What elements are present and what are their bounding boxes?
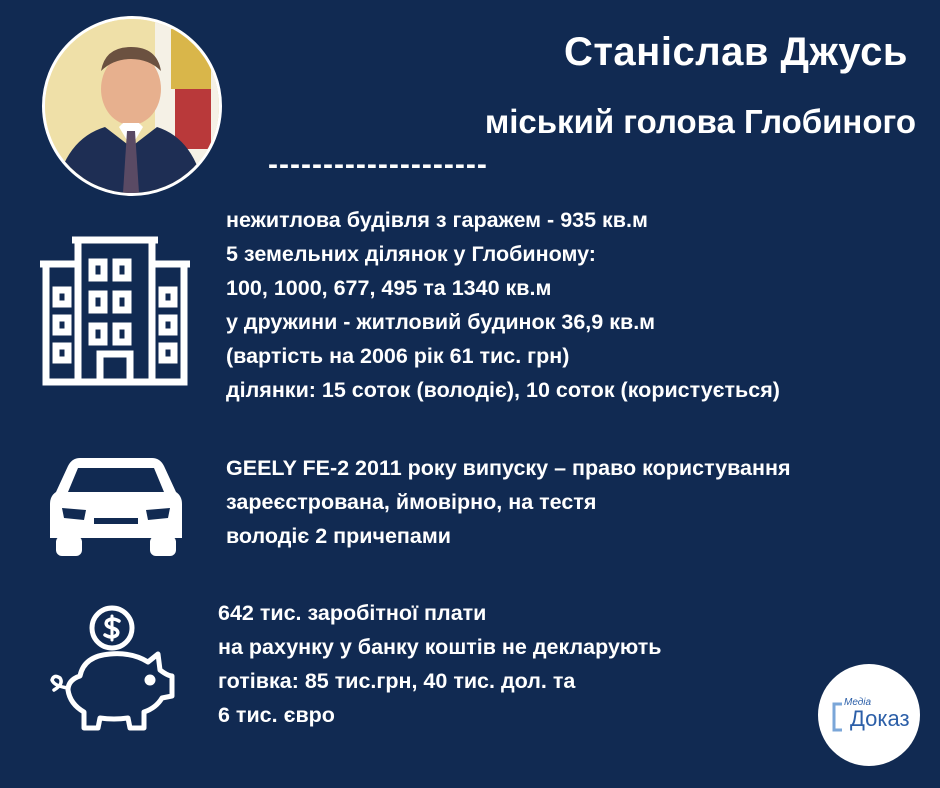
money-line: 6 тис. євро: [218, 703, 335, 727]
car-icon: [50, 452, 182, 556]
person-name: Станіслав Джусь: [563, 30, 908, 74]
portrait-illustration: [45, 19, 219, 193]
money-line: на рахунку у банку коштів не декларують: [218, 635, 662, 659]
logo-main-text: Доказ: [850, 706, 910, 731]
property-line: ділянки: 15 соток (володіє), 10 соток (користується): [226, 378, 780, 402]
vehicles-line: володіє 2 причепами: [226, 524, 451, 548]
property-line: 5 земельних ділянок у Глобиному:: [226, 242, 596, 266]
building-icon: [38, 234, 192, 386]
vehicles-line: GEELY FE-2 2011 року випуску – право користування: [226, 456, 791, 480]
property-line: 100, 1000, 677, 495 та 1340 кв.м: [226, 276, 552, 300]
property-line: (вартість на 2006 рік 61 тис. грн): [226, 344, 570, 368]
property-line: у дружини - житловий будинок 36,9 кв.м: [226, 310, 656, 334]
person-role: міський голова Глобиного: [484, 103, 916, 140]
vehicles-section: [226, 451, 791, 553]
piggy-bank-icon: [40, 604, 184, 736]
media-logo: [818, 664, 920, 766]
header-divider: --------------------: [268, 148, 488, 181]
money-line: 642 тис. заробітної плати: [218, 601, 487, 625]
portrait-photo: [42, 16, 222, 196]
vehicles-line: зареєстрована, ймовірно, на тестя: [226, 490, 597, 514]
logo-top-text: Медіа: [844, 697, 872, 708]
property-line: нежитлова будівля з гаражем - 935 кв.м: [226, 208, 648, 232]
money-line: готівка: 85 тис.грн, 40 тис. дол. та: [218, 669, 576, 693]
property-section: [226, 203, 780, 407]
money-section: [218, 596, 661, 732]
